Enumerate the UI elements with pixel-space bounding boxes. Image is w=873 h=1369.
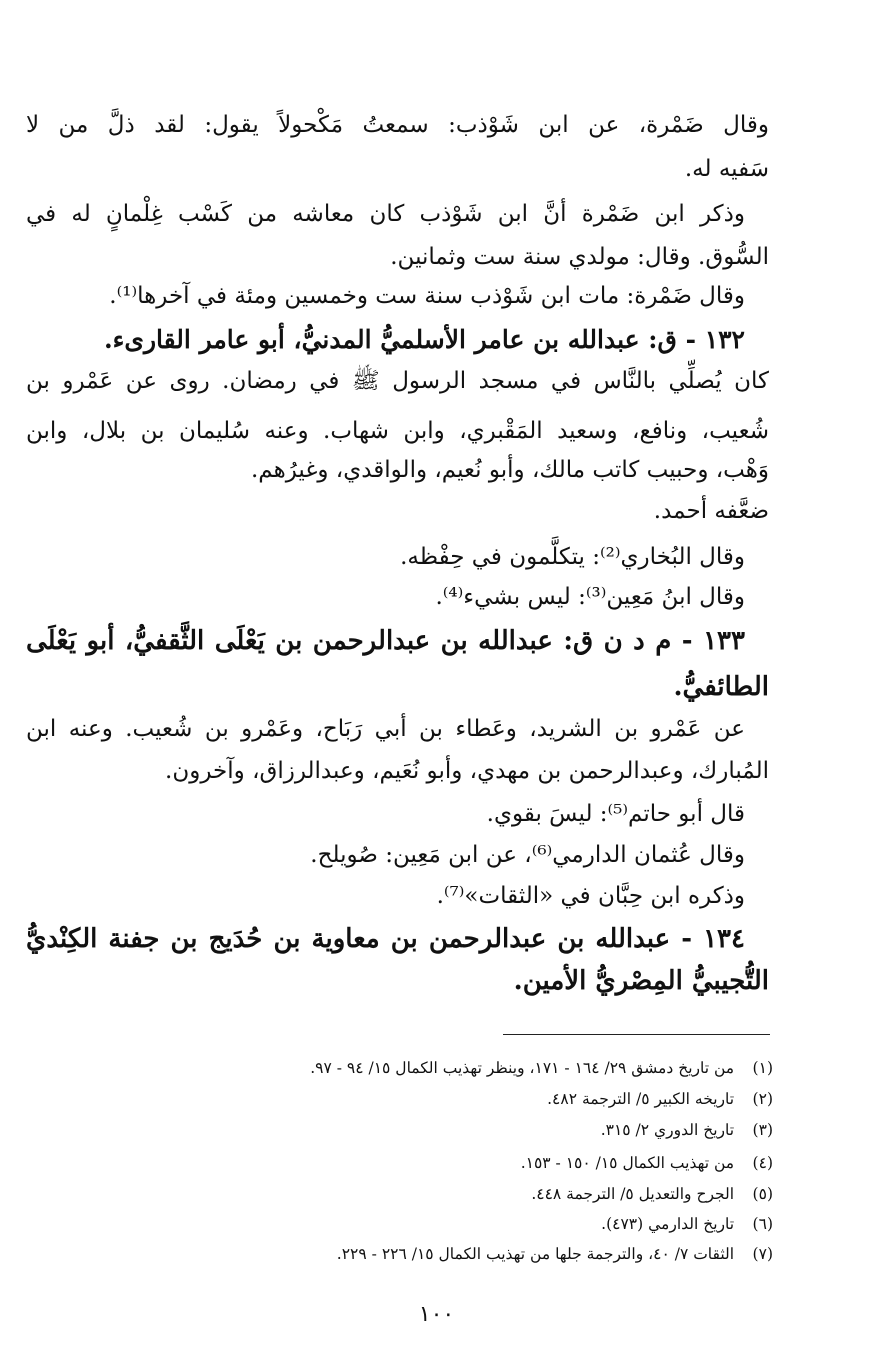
entry-heading-134: ١٣٤ - عبدالله بن عبدالرحمن بن معاوية بن حُدَيج بن جفنة الكِنْديُّ xyxy=(26,924,745,954)
footnote-text: من تهذيب الكمال ١٥/ ١٥٠ - ١٥٣. xyxy=(520,1154,735,1172)
text-line: وقال البُخاري⁽²⁾: يتكلَّمون في حِفْظه. xyxy=(400,544,745,570)
text-line: وذكر ابن ضَمْرة أنَّ ابن شَوْذب كان معاشه من كَسْب غِلْمانٍ له في xyxy=(26,201,745,227)
footnote-divider xyxy=(503,1034,770,1035)
text-line: سَفيه له. xyxy=(684,156,769,182)
text-line: قال أبو حاتم⁽⁵⁾: ليسَ بقوي. xyxy=(486,801,745,827)
footnote-text: تاريخ الدوري ٢/ ٣١٥. xyxy=(600,1121,735,1139)
footnote-number: (٤) xyxy=(752,1154,773,1172)
footnote-text: الجرح والتعديل ٥/ الترجمة ٤٤٨. xyxy=(531,1185,735,1203)
entry-heading-132: ١٣٢ - ق: عبدالله بن عامر الأسلميُّ المدنيُّ، أبو عامر القارىء. xyxy=(103,325,745,354)
footnote xyxy=(601,1210,773,1238)
text-line: وقال ضَمْرة، عن ابن شَوْذب: سمعتُ مَكْحولاً يقول: لقد ذلَّ من لا xyxy=(26,112,769,138)
text-line: وقال ابنُ مَعِين⁽³⁾: ليس بشيء⁽⁴⁾. xyxy=(435,584,745,610)
text-line: وقال ضَمْرة: مات ابن شَوْذب سنة ست وخمسين ومئة في آخرها⁽¹⁾. xyxy=(109,283,745,309)
text-line: السُّوق. وقال: مولدي سنة ست وثمانين. xyxy=(390,244,769,270)
footnote-number: (٣) xyxy=(752,1121,773,1139)
text-line: المُبارك، وعبدالرحمن بن مهدي، وأبو نُعَيم، وعبدالرزاق، وآخرون. xyxy=(165,758,769,784)
footnote xyxy=(310,1054,773,1082)
footnote-text: الثقات ٧/ ٤٠، والترجمة جلها من تهذيب الكمال ١٥/ ٢٢٦ - ٢٢٩. xyxy=(336,1245,735,1263)
footnote-text: من تاريخ دمشق ٢٩/ ١٦٤ - ١٧١، وينظر تهذيب الكمال ١٥/ ٩٤ - ٩٧. xyxy=(310,1059,735,1077)
text-line: وذكره ابن حِبَّان في «الثقات»⁽⁷⁾. xyxy=(436,883,745,909)
page-number: ١٠٠ xyxy=(418,1302,455,1327)
footnote-text: تاريخه الكبير ٥/ الترجمة ٤٨٢. xyxy=(547,1090,735,1108)
entry-heading-134-cont: التُّجيبيُّ المِصْريُّ الأمين. xyxy=(513,966,769,996)
footnote-number: (١) xyxy=(752,1059,773,1077)
footnote-number: (٧) xyxy=(752,1245,773,1263)
text-line: شُعيب، ونافع، وسعيد المَقْبري، وابن شهاب. وعنه سُليمان بن بلال، وابن xyxy=(26,418,769,444)
footnote xyxy=(531,1180,773,1208)
entry-heading-133: ١٣٣ - م د ن ق: عبدالله بن عبدالرحمن بن يَعْلَى الثَّقفيُّ، أبو يَعْلَى xyxy=(26,626,745,656)
text-line: عن عَمْرو بن الشريد، وعَطاء بن أبي رَبَاح، وعَمْرو بن شُعيب. وعنه ابن xyxy=(26,716,745,742)
text-line: وقال عُثمان الدارمي⁽⁶⁾، عن ابن مَعِين: صُويلح. xyxy=(310,842,745,868)
text-line: كان يُصلِّي بالنَّاس في مسجد الرسول ﷺ في رمضان. روى عن عَمْرو بن xyxy=(26,368,769,394)
entry-heading-133-cont: الطائفيُّ. xyxy=(673,672,769,702)
footnote xyxy=(547,1085,773,1113)
footnote-number: (٥) xyxy=(752,1185,773,1203)
footnote-number: (٢) xyxy=(752,1090,773,1108)
text-line: ضعَّفه أحمد. xyxy=(653,498,769,524)
footnote xyxy=(521,1149,773,1177)
text-line: وَهْب، وحبيب كاتب مالك، وأبو نُعيم، والواقدي، وغيرُهم. xyxy=(250,457,769,483)
footnote xyxy=(601,1116,773,1144)
footnote xyxy=(337,1240,773,1268)
footnote-text: تاريخ الدارمي (٤٧٣). xyxy=(601,1215,735,1233)
footnote-number: (٦) xyxy=(752,1215,773,1233)
